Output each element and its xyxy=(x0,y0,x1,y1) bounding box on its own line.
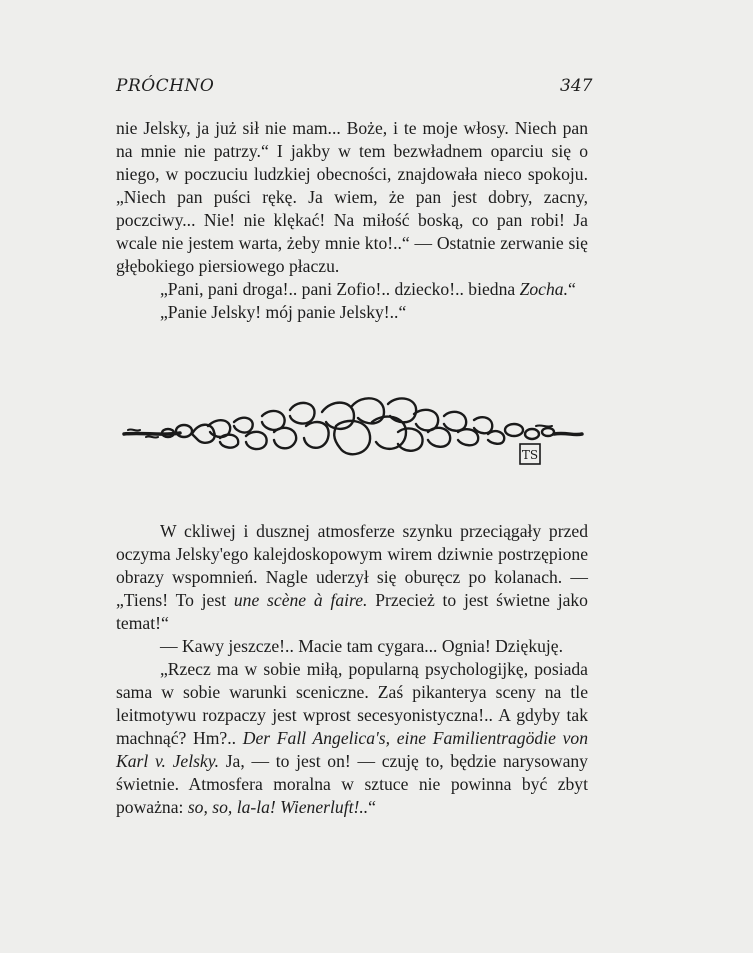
paragraph: „Pani, pani droga!.. pani Zofio!.. dziecko!.. biedna Zocha.“ xyxy=(160,279,576,299)
paragraph: nie Jelsky, ja już sił nie mam... Boże, i te moje włosy. Niech pan na mnie nie patrzy.“ I jakby w tem bezwładnem oparciu się o niego, w poczuciu ludzkiej obecności, znajdowała nieco spokoju. „Niech pan puści rękę. Ja wiem, że pan jest dobry, zacny, poczciwy... Nie! nie klękać! Na miłość boską, co pan robi! Ja wcale nie jestem warta, żeby mnie kto!..“ — Ostatnie zerwanie się głębokiego piersiowego płaczu. xyxy=(116,118,588,276)
paragraph: „Rzecz ma w sobie miłą, popularną psychologijkę, posiada sama w sobie warunki sceniczne. Zaś pikanterya sceny na tle leitmotywu rozpaczy jest wprost secesyonistyczna!.. A gdyby tak machnąć? Hm?.. Der Fall Angelica's, eine Familientragödie von Karl v. Jelsky. Ja, — to jest on! — czuję to, będzie narysowany świetnie. Atmosfera moralna w sztuce nie powinna być zbyt poważna: so, so, la-la! Wienerluft!..“ xyxy=(116,659,588,817)
paragraph: „Panie Jelsky! mój panie Jelsky!..“ xyxy=(160,302,407,322)
paragraph: — Kawy jeszcze!.. Macie tam cygara... Ognia! Dziękuję. xyxy=(160,636,564,656)
text-block-bottom xyxy=(116,520,588,819)
monogram: TS xyxy=(521,448,539,462)
page-number: 347 xyxy=(560,76,593,96)
running-title: PRÓCHNO xyxy=(116,76,215,96)
floral-vignette-ornament-icon xyxy=(122,392,584,476)
paragraph: W ckliwej i dusznej atmosferze szynku przeciągały przed oczyma Jelsky'ego kalejdoskopowym wirem dziwnie postrzępione obrazy wspomnień. Nagle uderzył się oburęcz po kolanach. — „Tiens! To jest une scène à faire. Przecież to jest świetne jako temat!“ xyxy=(116,521,588,633)
text-block-top xyxy=(116,117,588,324)
